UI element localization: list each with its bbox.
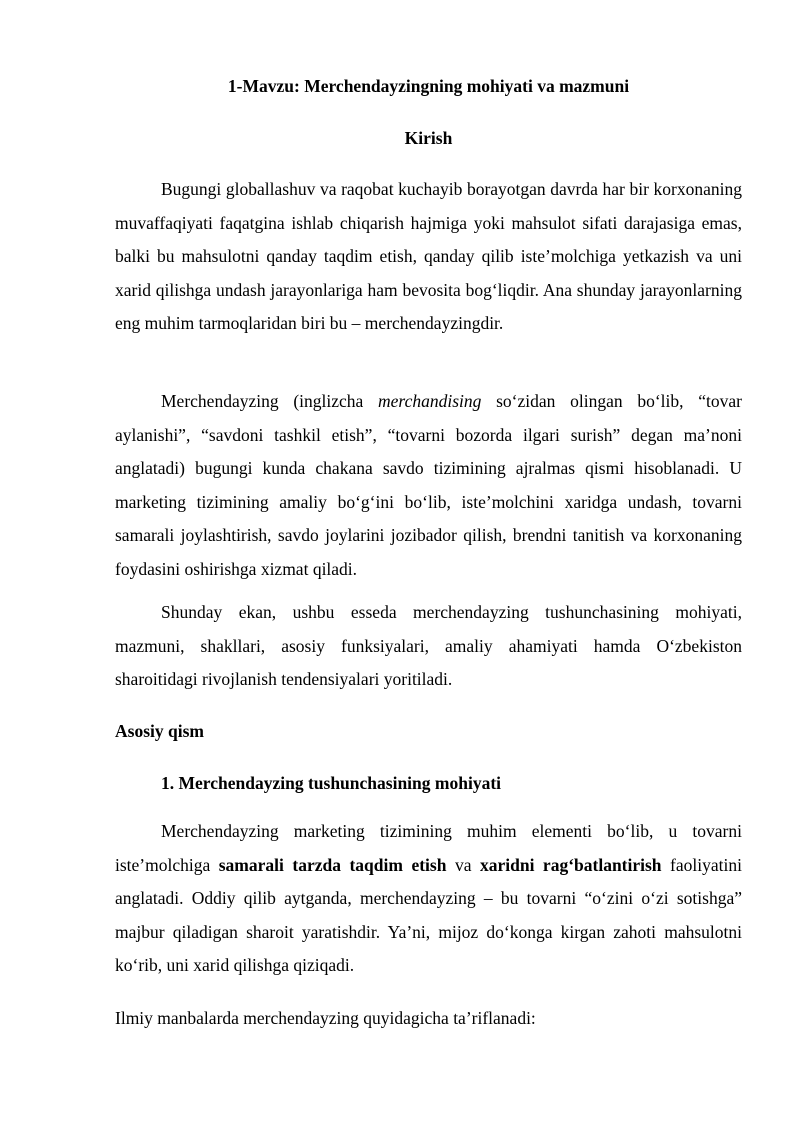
section-1-text-part-3: faoliyatini anglatadi. Oddiy qilib aytganda, merchendayzing – bu tovarni “o‘zini o‘zi sotishga” majbur qiladigan sharoit yaratishdir. Ya’ni, mijoz do‘konga kirgan zahoti mahsulotni ko‘rib, uni xarid qilishga qiziqadi. [115, 854, 742, 976]
intro-paragraph-2 [115, 385, 742, 587]
main-section-heading: Asosiy qism [115, 721, 204, 741]
document-title: 1-Mavzu: Merchendayzingning mohiyati va mazmuni [227, 76, 630, 96]
section-1-heading: 1. Merchendayzing tushunchasining mohiyati [161, 773, 502, 793]
intro-paragraph-2-italic-term: merchandising [378, 391, 482, 411]
section-1-bold-phrase-1: samarali tarzda taqdim etish [218, 854, 447, 875]
section-1-text-part-1: Merchendayzing marketing tizimining muhim elementi bo‘lib, u tovarni iste’molchiga [115, 821, 742, 875]
section-1-text-part-2: va [446, 854, 480, 875]
intro-paragraph-2-text-before: Merchendayzing (inglizcha [161, 391, 379, 411]
intro-heading: Kirish [404, 128, 453, 148]
intro-paragraph-3: Shunday ekan, ushbu esseda merchendayzing tushunchasining mohiyati, mazmuni, shakllari, asosiy funksiyalari, amaliy ahamiyati hamda O‘zbekiston sharoitidagi rivojlanish tendensiyalari yoritiladi. [115, 602, 742, 690]
section-1-paragraph [115, 815, 742, 983]
section-1-bold-phrase-2: xaridni rag‘batlantirish [479, 854, 662, 875]
definition-intro: Ilmiy manbalarda merchendayzing quyidagicha ta’riflanadi: [115, 1008, 536, 1028]
intro-paragraph-1: Bugungi globallashuv va raqobat kuchayib borayotgan davrda har bir korxonaning muvaffaqiyati faqatgina ishlab chiqarish hajmiga yoki mahsulot sifati darajasiga emas, balki bu mahsulotni qanday taqdim etish, qanday qilib iste’molchiga yetkazish va uni xarid qilishga undash jarayonlariga ham bevosita bog‘liqdir. Ana shunday jarayonlarning eng muhim tarmoqlaridan biri bu – merchendayzingdir. [115, 179, 742, 334]
intro-paragraph-2-text-after: so‘zidan olingan bo‘lib, “tovar aylanishi”, “savdoni tashkil etish”, “tovarni bozorda ilgari surish” degan ma’noni anglatadi) bugungi kunda chakana savdo tizimining ajralmas qismi hisoblanadi. U marketing tizimining amaliy bo‘g‘ini bo‘lib, iste’molchini xaridga undash, tovarni samarali joylashtirish, savdo joylarini jozibador qilish, brendni tanitish va korxonaning foydasini oshirishga xizmat qiladi. [115, 391, 742, 579]
